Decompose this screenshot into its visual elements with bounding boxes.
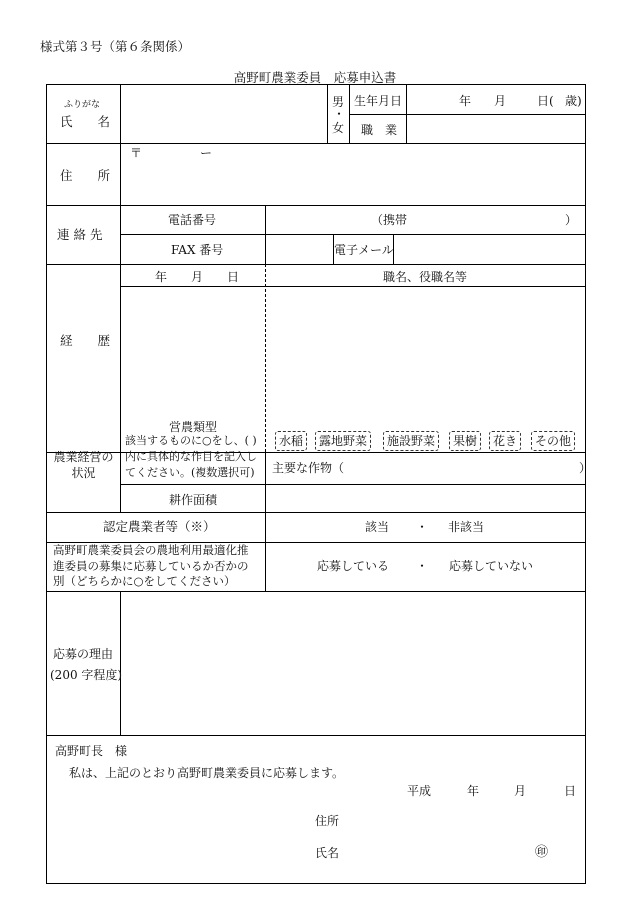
form-title: 高野町農業委員 応募申込書 bbox=[233, 70, 397, 85]
birthdate-day-unit: 日( bbox=[537, 94, 554, 108]
col-divider bbox=[327, 85, 328, 143]
type-fruit-trees[interactable]: 果樹 bbox=[449, 431, 481, 451]
name-label: 氏 名 bbox=[60, 114, 111, 129]
career-position-header: 職名、役職名等 bbox=[383, 270, 468, 284]
phone-label: 電話番号 bbox=[168, 213, 217, 227]
age-unit: 歳) bbox=[565, 94, 582, 108]
declaration-addressee: 高野町長 様 bbox=[55, 744, 128, 758]
row-divider bbox=[120, 484, 585, 485]
gender-separator: ・ bbox=[333, 107, 346, 121]
col-divider bbox=[120, 143, 121, 205]
row-divider bbox=[120, 286, 585, 287]
date-day-unit: 日 bbox=[564, 784, 577, 798]
date-month-unit: 月 bbox=[514, 784, 527, 798]
reason-field[interactable] bbox=[127, 597, 577, 729]
col-divider bbox=[265, 205, 266, 264]
farming-type-title: 営農類型 bbox=[169, 420, 218, 434]
optimization-yes[interactable]: 応募している bbox=[317, 559, 390, 573]
type-greenhouse-vegetables[interactable]: 施設野菜 bbox=[383, 431, 439, 451]
declaration-statement: 私は、上記のとおり高野町農業委員に応募します。 bbox=[69, 766, 345, 780]
col-divider bbox=[265, 512, 266, 542]
signature-address-label: 住所 bbox=[315, 814, 340, 828]
certified-farmer-label: 認定農業者等（※） bbox=[103, 519, 216, 534]
optimization-label-3: 別（どちらかに○をしてください） bbox=[53, 574, 236, 588]
row-divider bbox=[47, 735, 585, 736]
farming-label: 農業経営の 状況 bbox=[53, 450, 114, 481]
contact-label: 連 絡 先 bbox=[57, 227, 103, 242]
optimization-no[interactable]: 応募していない bbox=[449, 559, 534, 573]
row-divider bbox=[47, 512, 585, 513]
address-label: 住 所 bbox=[60, 168, 111, 183]
col-divider bbox=[120, 452, 121, 512]
farming-type-note-3: てください。(複数選択可) bbox=[125, 466, 255, 479]
reason-label: 応募の理由 bbox=[53, 647, 114, 661]
gender-female[interactable]: 女 bbox=[332, 121, 345, 135]
email-label: 電子メール bbox=[334, 243, 394, 257]
col-divider bbox=[349, 85, 350, 143]
col-divider bbox=[120, 85, 121, 143]
postal-dash: ー bbox=[200, 146, 213, 160]
certified-yes[interactable]: 該当 bbox=[365, 520, 390, 534]
col-divider-dashed bbox=[265, 264, 266, 452]
application-form-table bbox=[46, 84, 592, 884]
birthdate-month-unit: 月 bbox=[494, 94, 507, 108]
name-field[interactable] bbox=[127, 91, 322, 137]
fax-label: FAX 番号 bbox=[171, 243, 224, 257]
farming-type-note-1: 該当するものに○をし、( ) bbox=[125, 434, 257, 447]
date-year-unit: 年 bbox=[467, 784, 480, 798]
optimization-separator: ・ bbox=[416, 559, 429, 573]
certified-no[interactable]: 非該当 bbox=[448, 520, 485, 534]
type-other[interactable]: その他 bbox=[531, 431, 575, 451]
row-divider bbox=[47, 205, 585, 206]
birthdate-year-unit: 年 bbox=[459, 94, 472, 108]
furigana-label: ふりがな bbox=[64, 100, 101, 110]
form-number: 様式第３号（第６条関係） bbox=[40, 39, 191, 54]
main-crop-close: ） bbox=[579, 461, 592, 475]
postal-mark: 〒 bbox=[130, 146, 143, 160]
col-divider bbox=[120, 205, 121, 264]
career-date-header: 年 月 日 bbox=[155, 270, 240, 284]
type-rice[interactable]: 水稲 bbox=[275, 431, 307, 451]
row-divider bbox=[47, 264, 585, 265]
mobile-close: ） bbox=[565, 213, 578, 227]
col-divider bbox=[265, 452, 266, 512]
reason-length-note: (200 字程度) bbox=[50, 668, 123, 682]
type-open-field-vegetables[interactable]: 露地野菜 bbox=[315, 431, 371, 451]
optimization-label-2: 進委員の募集に応募しているか否かの bbox=[53, 559, 249, 573]
row-divider bbox=[47, 143, 585, 144]
col-divider bbox=[120, 591, 121, 735]
col-divider bbox=[265, 542, 266, 591]
signature-name-label: 氏名 bbox=[315, 846, 340, 860]
birthdate-label: 生年月日 bbox=[354, 94, 403, 108]
farming-type-note-2: 内に具体的な作目を記入し bbox=[125, 450, 257, 463]
type-flowers[interactable]: 花き bbox=[489, 431, 521, 451]
date-era: 平成 bbox=[407, 784, 432, 798]
main-crop-label: 主要な作物（ bbox=[272, 461, 345, 475]
mobile-label: （携帯 bbox=[371, 213, 408, 227]
certified-separator: ・ bbox=[416, 520, 429, 534]
col-divider bbox=[120, 264, 121, 452]
row-divider bbox=[47, 591, 585, 592]
row-divider bbox=[120, 234, 585, 235]
occupation-label: 職 業 bbox=[361, 123, 398, 137]
col-divider bbox=[406, 85, 407, 143]
career-label: 経 歴 bbox=[60, 333, 111, 348]
gender-male[interactable]: 男 bbox=[332, 95, 345, 109]
row-divider bbox=[349, 114, 585, 115]
seal-icon: ㊞ bbox=[535, 845, 549, 860]
cultivated-area-label: 耕作面積 bbox=[169, 493, 218, 507]
optimization-label-1: 高野町農業委員会の農地利用最適化推 bbox=[53, 543, 249, 557]
